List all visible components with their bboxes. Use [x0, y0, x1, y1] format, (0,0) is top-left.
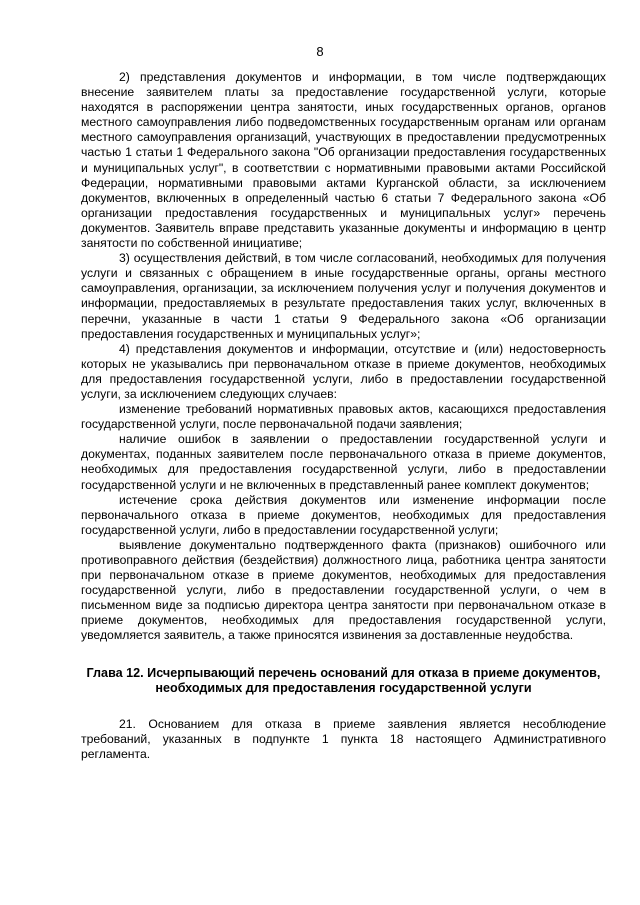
paragraph-case-errors: наличие ошибок в заявлении о предоставлении государственной услуги и документах, поданных заявителем после первоначального отказа в приеме документов, необходимых для предоставления государственной услуги, либо в предоставлении государственной услуги и не включенных в представленный ранее комплект документов;: [81, 432, 606, 492]
paragraph-case-official-error: выявление документально подтвержденного факта (признаков) ошибочного или противоправного действия (бездействия) должностного лица, работника центра занятости при первоначальном отказе в приеме документов, необходимых для предоставления государственной услуги, либо в предоставлении государственной услуги, о чем в письменном виде за подписью директора центра занятости при первоначальном отказе в приеме документов, необходимых для предоставления государственной услуги, уведомляется заявитель, а также приносятся извинения за доставленные неудобства.: [81, 537, 606, 643]
paragraph-item-3: 3) осуществления действий, в том числе согласований, необходимых для получения услуги и связанных с обращением в иные государственные органы, органы местного самоуправления, организации, за исключением получения услуг и получения документов и информации, предоставляемых в результате предоставления таких услуг, включенных в перечни, указанные в части 1 статьи 9 Федерального закона «Об организации предоставления государственных и муниципальных услуг»;: [81, 251, 606, 341]
document-body: [81, 70, 606, 762]
chapter-heading-line-2: необходимых для предоставления государственной услуги: [155, 680, 532, 695]
paragraph-item-21: 21. Основанием для отказа в приеме заявления является несоблюдение требований, указанных в подпункте 1 пункта 18 настоящего Административного регламента.: [81, 716, 606, 762]
paragraph-case-requirements-change: изменение требований нормативных правовых актов, касающихся предоставления государственной услуги, после первоначальной подачи заявления;: [81, 402, 606, 432]
page-number: 8: [316, 44, 324, 59]
chapter-heading-line-1: Глава 12. Исчерпывающий перечень оснований для отказа в приеме документов,: [86, 665, 601, 680]
paragraph-case-expiry: истечение срока действия документов или изменение информации после первоначального отказа в приеме документов, необходимых для предоставления государственной услуги, либо в предоставлении государственной услуги;: [81, 492, 606, 537]
chapter-heading: [81, 666, 606, 696]
paragraph-item-4: 4) представления документов и информации, отсутствие и (или) недостоверность которых не указывались при первоначальном отказе в приеме документов, необходимых для предоставления государственной услуги, либо в предоставлении государственной услуги, за исключением следующих случаев:: [81, 341, 606, 401]
paragraph-item-2: 2) представления документов и информации, в том числе подтверждающих внесение заявителем платы за предоставление государственной услуги, которые находятся в распоряжении центра занятости, иных государственных органов, органов местного самоуправления либо подведомственных государственным органам или органам местного самоуправления организаций, участвующих в предоставлении предусмотренных частью 1 статьи 1 Федерального закона "Об организации предоставления государственных и муниципальных услуг", в соответствии с нормативными правовыми актами Российской Федерации, нормативными правовыми актами Курганской области, за исключением документов, включенных в определенный частью 6 статьи 7 Федерального закона «Об организации предоставления государственных и муниципальных услуг» перечень документов. Заявитель вправе представить указанные документы и информацию в центр занятости по собственной инициативе;: [81, 70, 606, 251]
